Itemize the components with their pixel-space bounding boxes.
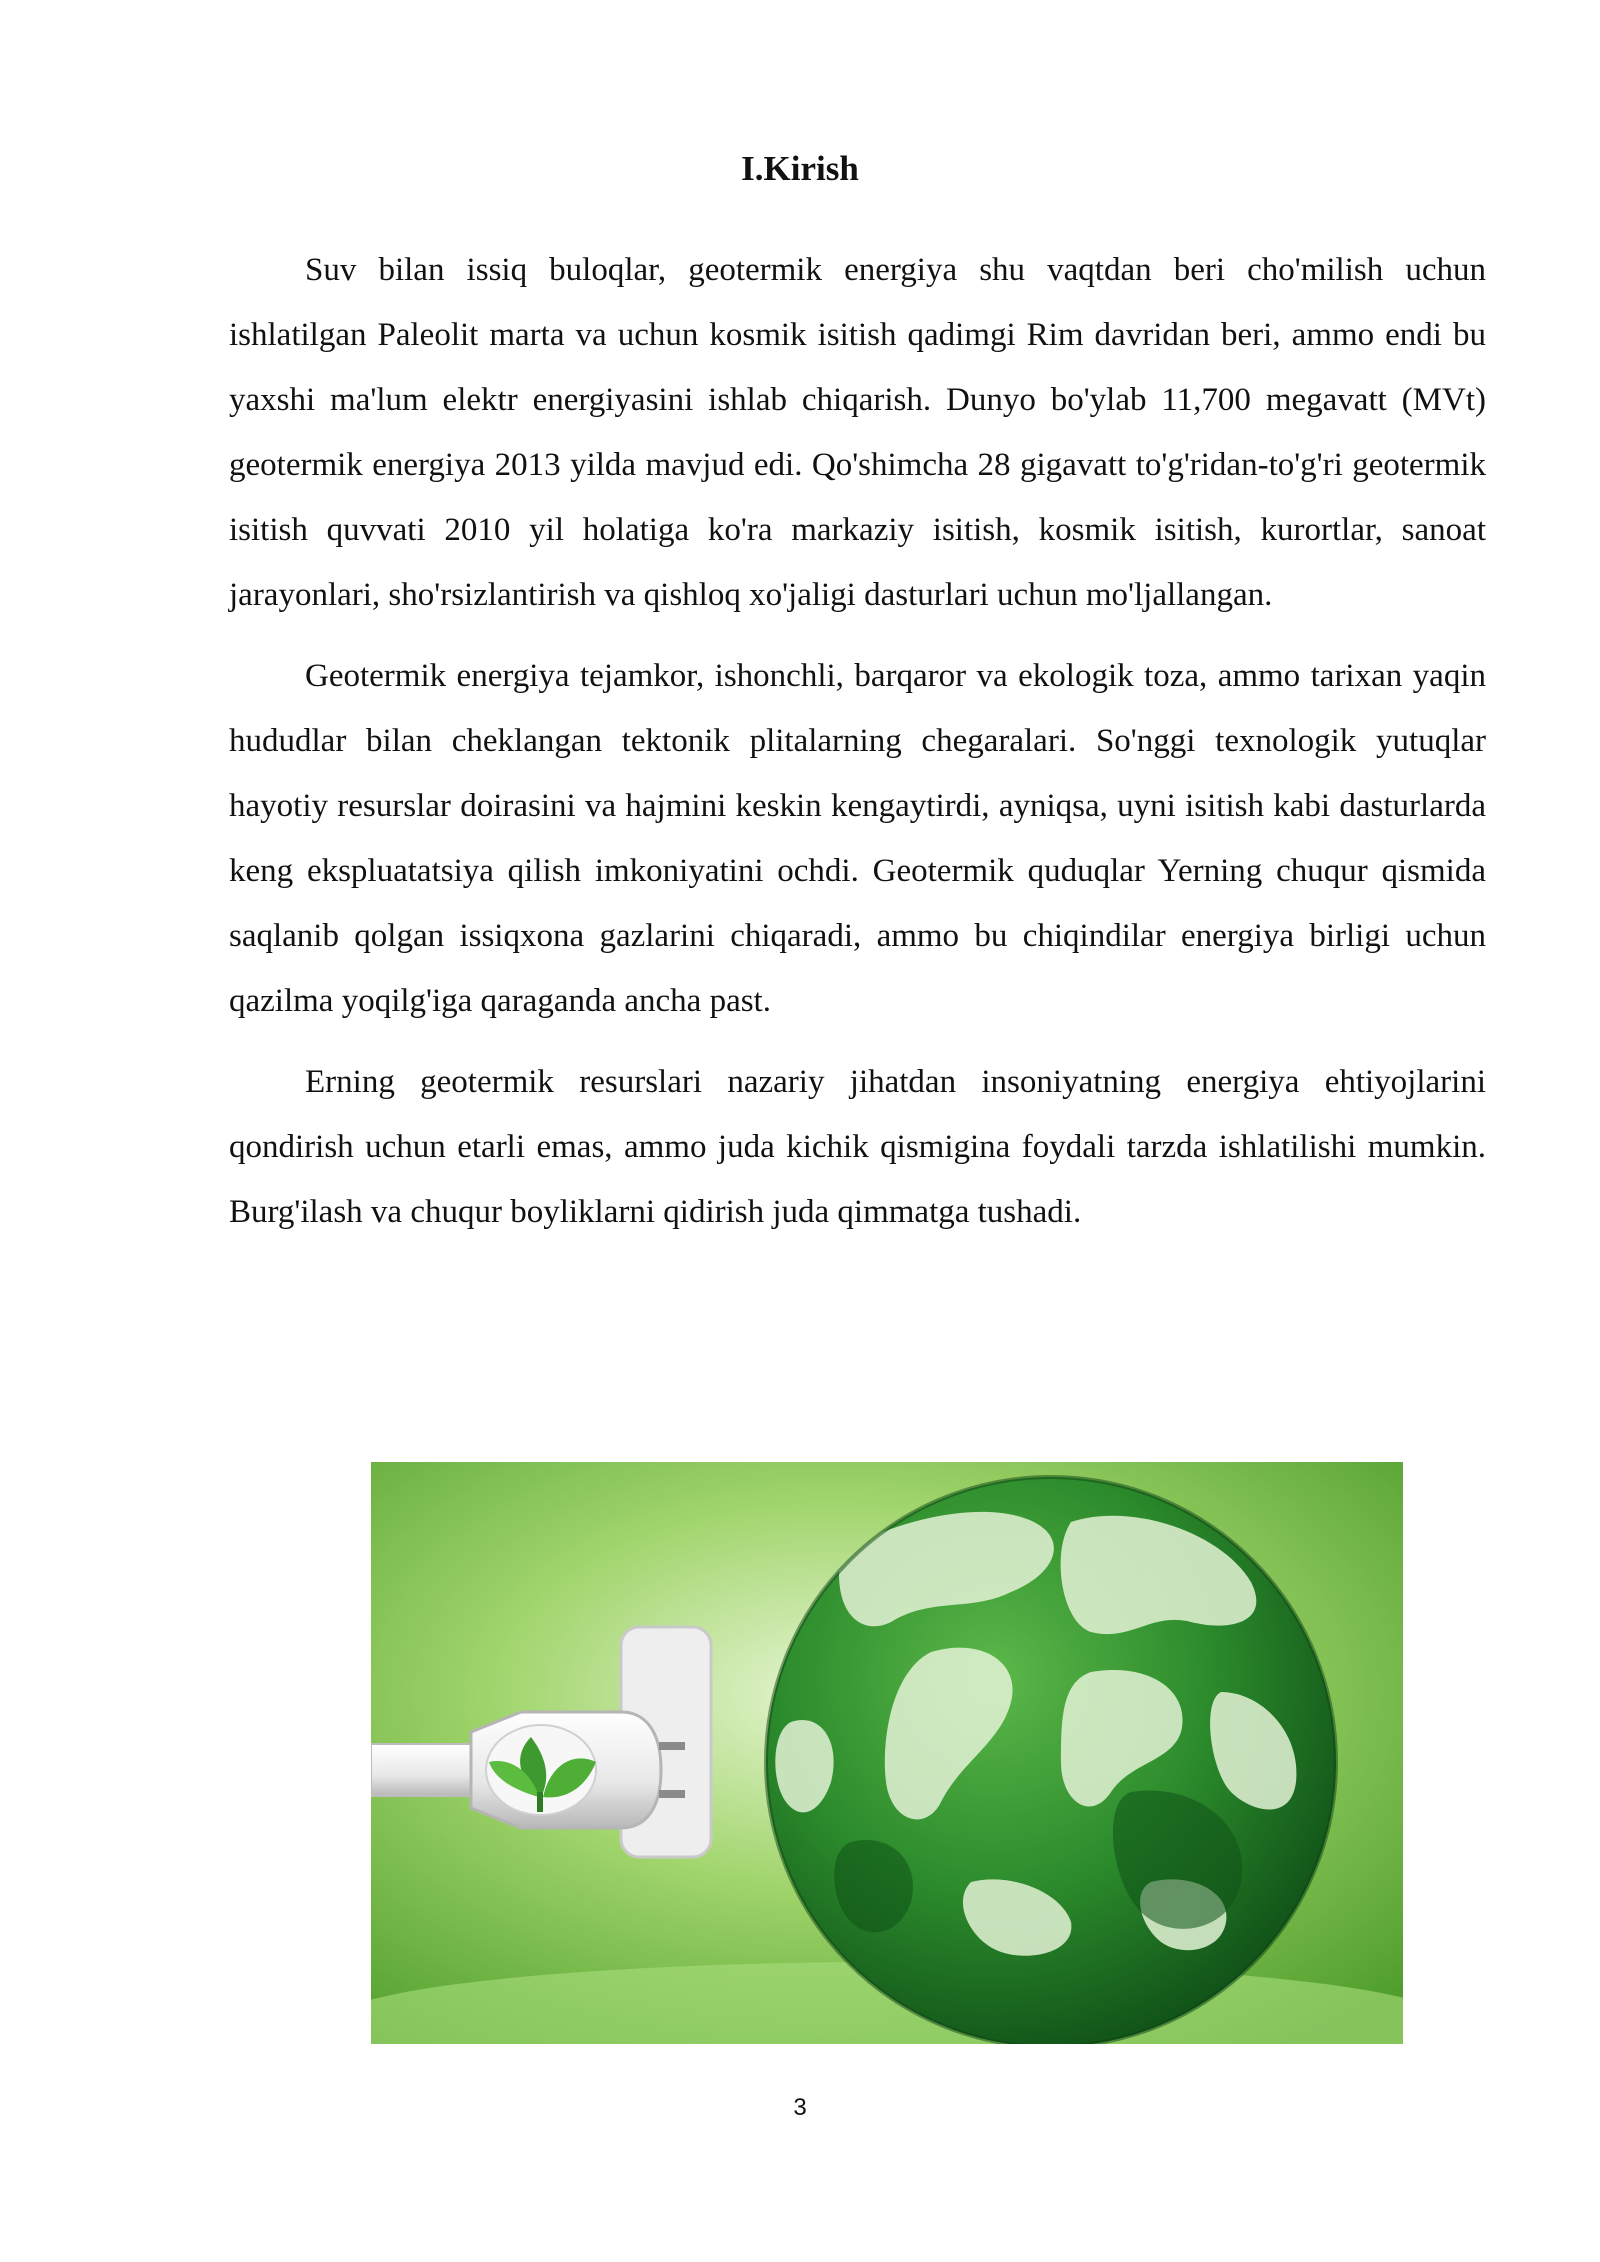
paragraph-2: Geotermik energiya tejamkor, ishonchli, barqaror va ekologik toza, ammo tarixan yaqin hududlar bilan cheklangan tektonik plitalarning chegaralari. So'nggi texnologik yutuqlar hayotiy resurslar doirasini va hajmini keskin kengaytirdi, ayniqsa, uyni isitish kabi dasturlarda keng ekspluatatsiya qilish imkoniyatini ochdi. Geotermik quduqlar Yerning chuqur qismida saqlanib qolgan issiqxona gazlarini chiqaradi, ammo bu chiqindilar energiya birligi uchun qazilma yoqilg'iga qaraganda ancha past.	[229, 658, 1486, 1019]
globe	[766, 1477, 1336, 2044]
section-heading: I.Kirish	[741, 149, 859, 188]
plug-prong-bottom	[659, 1790, 685, 1798]
globe-plug-icon	[371, 1462, 1403, 2044]
plug-cable	[371, 1744, 481, 1796]
body-text	[229, 238, 1486, 1261]
plug-prong-top	[659, 1742, 685, 1750]
page-number: 3	[793, 2094, 807, 2121]
globe-plug-illustration	[371, 1462, 1403, 2044]
paragraph-1: Suv bilan issiq buloqlar, geotermik energiya shu vaqtdan beri cho'milish uchun ishlatilgan Paleolit marta va uchun kosmik isitish qadimgi Rim davridan beri, ammo endi bu yaxshi ma'lum elektr energiyasini ishlab chiqarish. Dunyo bo'ylab 11,700 megavatt (MVt) geotermik energiya 2013 yilda mavjud edi. Qo'shimcha 28 gigavatt to'g'ridan-to'g'ri geotermik isitish quvvati 2010 yil holatiga ko'ra markaziy isitish, kosmik isitish, kurortlar, sanoat jarayonlari, sho'rsizlantirish va qishloq xo'jaligi dasturlari uchun mo'ljallangan.	[229, 252, 1486, 613]
paragraph-3: Erning geotermik resurslari nazariy jihatdan insoniyatning energiya ehtiyojlarini qondirish uchun etarli emas, ammo juda kichik qismigina foydali tarzda ishlatilishi mumkin. Burg'ilash va chuqur boyliklarni qidirish juda qimmatga tushadi.	[229, 1064, 1486, 1230]
